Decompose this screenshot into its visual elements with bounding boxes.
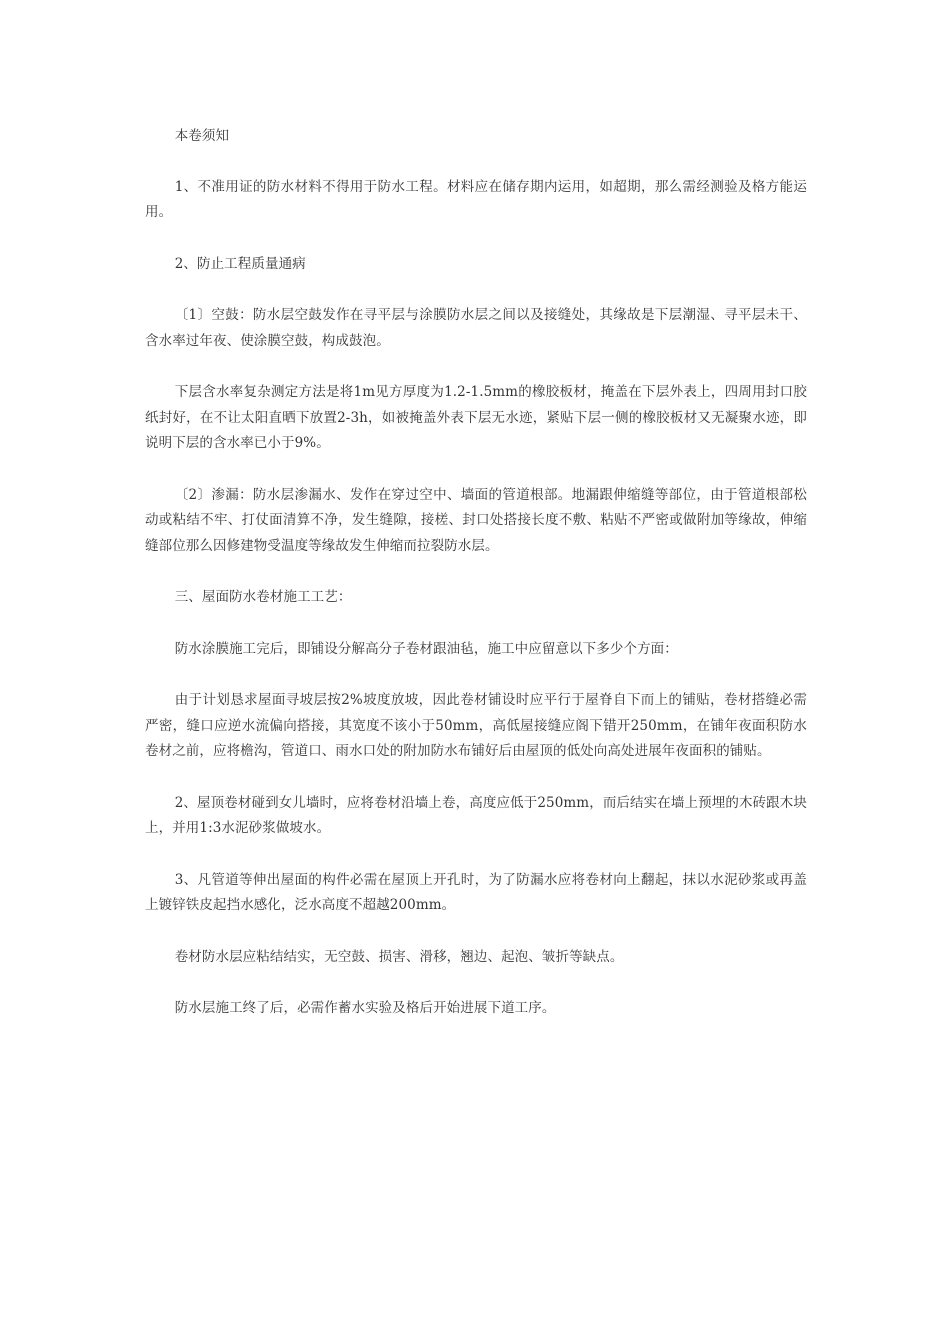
- paragraph-12: 防水层施工终了后，必需作蓄水实验及格后开始进展下道工序。: [174, 1000, 556, 1016]
- paragraph-4: 下层含水率复杂测定方法是将1m见方厚度为1.2-1.5mm的橡胶板材，掩盖在下层外表上，四周用封口胶纸封好，在不让太阳直晒下放置2-3h，如被掩盖外表下层无水迹，紧贴下层一侧的橡胶板材又无凝聚水迹，即说明下层的含水率已小于9%。: [145, 384, 807, 451]
- paragraph-5: 〔2〕渗漏：防水层渗漏水、发作在穿过空中、墙面的管道根部。地漏跟伸缩缝等部位，由于管道根部松动或粘结不牢、打仗面清算不净，发生缝隙，接槎、封口处搭接长度不敷、粘贴不严密或做附加等缘故，伸缩缝部位那么因修建物受温度等缘故发生伸缩而拉裂防水层。: [145, 486, 807, 554]
- paragraph-9: 2、屋顶卷材碰到女儿墙时，应将卷材沿墙上卷，高度应低于250mm，而后结实在墙上预埋的木砖跟木块上，并用1:3水泥砂浆做坡水。: [145, 794, 807, 836]
- document-body: [145, 124, 807, 1048]
- paragraph-11: 卷材防水层应粘结结实，无空鼓、损害、滑移，翘边、起泡、皱折等缺点。: [174, 948, 624, 965]
- paragraph-10: 3、凡管道等伸出屋面的构件必需在屋顶上开孔时，为了防漏水应将卷材向上翻起，抹以水泥砂浆或再盖上镀锌铁皮起挡水感化，泛水高度不超越200mm。: [145, 871, 807, 913]
- paragraph-7: 防水涂膜施工完后，即铺设分解高分子卷材跟油毡，施工中应留意以下多少个方面：: [174, 640, 678, 657]
- paragraph-2: 2、防止工程质量通病: [174, 255, 306, 272]
- paragraph-8: 由于计划恳求屋面寻坡层按2%坡度放坡，因此卷材铺设时应平行于屋脊自下而上的铺贴，卷材搭缝必需严密，缝口应逆水流偏向搭接，其宽度不该小于50mm，高低屋接缝应阁下错开250mm，在铺年夜面积防水卷材之前，应将檐沟，管道口、雨水口处的附加防水布铺好后由屋顶的低处向高处进展年夜面积的铺贴。: [145, 692, 807, 759]
- paragraph-3: 〔1〕空鼓：防水层空鼓发作在寻平层与涂膜防水层之间以及接缝处，其缘故是下层潮湿、寻平层未干、含水率过年夜、使涂膜空鼓，构成鼓泡。: [145, 307, 807, 349]
- document-title: 本卷须知: [174, 128, 230, 144]
- paragraph-6: 三、屋面防水卷材施工工艺：: [174, 589, 352, 605]
- paragraph-1: 1、不准用证的防水材料不得用于防水工程。材料应在储存期内运用，如超期，那么需经测验及格方能运用。: [145, 178, 807, 220]
